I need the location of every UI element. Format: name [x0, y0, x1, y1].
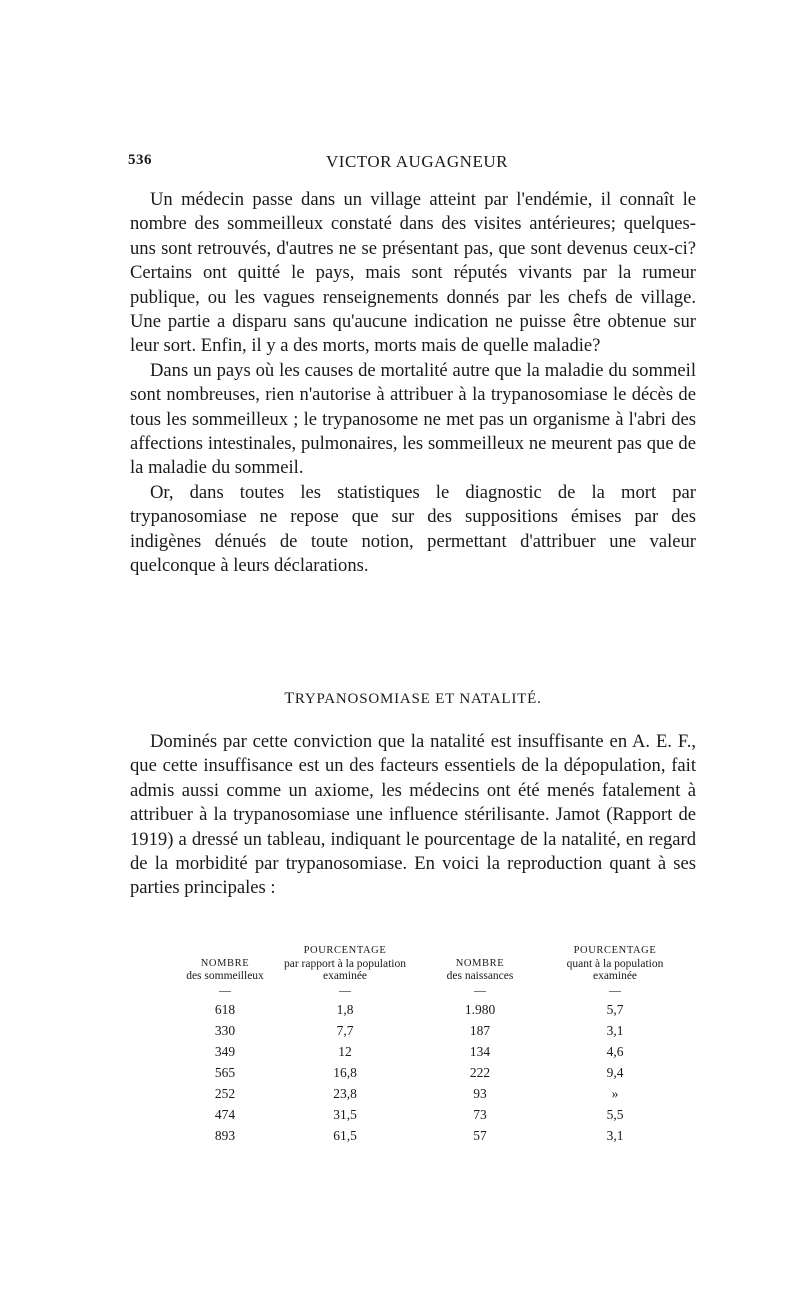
column-header: POURCENTAGE quant à la population examinée	[566, 945, 664, 982]
column-header: NOMBRE des sommeilleux	[186, 957, 264, 982]
table-row: 330 7,7 187 3,1	[214, 1022, 624, 1038]
table-row: 565 16,8 222 9,4	[214, 1064, 624, 1080]
table-header-row	[170, 944, 680, 983]
running-title: VICTOR AUGAGNEUR	[326, 152, 508, 171]
paragraph: Dans un pays où les causes de mortalité autre que la maladie du sommeil sont nombreuses, rien n'autorise à attribuer à la trypanosomiase le décès de tous les sommeilleux ; le trypanosome ne met pas un organisme à l'abri des affections intestinales, pulmonaires, les sommeilleux ne meurent pas que de la maladie du sommeil.	[130, 359, 696, 479]
page-header	[128, 152, 698, 178]
column-header: POURCENTAGE par rapport à la population examinée	[284, 945, 406, 982]
paragraph: Or, dans toutes les statistiques le diagnostic de la mort par trypanosomiase ne repose que sur des suppositions émises par des indigènes dénués de toute notion, permettant d'attribuer une valeur quelconque à leurs déclarations.	[130, 481, 696, 577]
page-number: 536	[128, 152, 152, 168]
heading-word: RYPANOSOMIASE	[294, 691, 436, 707]
table-row: 474 31,5 73 5,5	[214, 1106, 624, 1122]
table-row: 349 12 134 4,6	[214, 1043, 624, 1059]
heading-initial: T	[284, 690, 295, 707]
text-block-bottom	[130, 730, 696, 901]
column-header: NOMBRE des naissances	[446, 957, 514, 982]
paragraph: Dominés par cette conviction que la natalité est insuffisante en A. E. F., que cette insuffisance est un des facteurs essentiels de la dépopulation, fait admis aussi comme un axiome, les médecins ont été menés fatalement à attribuer à la trypanosomiase une influence stérilisante. Jamot (Rapport de 1919) a dressé un tableau, indiquant le pourcentage de la natalité, en regard de la morbidité par trypanosomiase. En voici la reproduction quant à ses parties principales :	[130, 731, 696, 899]
paragraph: Un médecin passe dans un village atteint par l'endémie, il connaît le nombre des sommeilleux constaté dans des visites antérieures; quelques-uns sont retrouvés, d'autres ne se présentant pas, que sont devenus ceux-ci? Certains ont quitté le pays, mais sont réputés vivants par la rumeur publique, ou les vagues renseignements donnés par les chefs de village. Une partie a disparu sans qu'aucune indication ne puisse être obtenue sur leur sort. Enfin, il y a des morts, morts mais de quelle maladie?	[130, 189, 696, 357]
heading-tail: ET NATALITÉ.	[435, 691, 542, 707]
section-heading	[130, 690, 696, 708]
table-row: 893 61,5 57 3,1	[214, 1127, 624, 1143]
table-row: 618 1,8 1.980 5,7	[214, 1001, 624, 1017]
statistics-table	[170, 944, 680, 1146]
table-row: 252 23,8 93 »	[214, 1085, 619, 1101]
text-block-top	[130, 188, 696, 579]
dash-row: — — — —	[219, 983, 621, 997]
